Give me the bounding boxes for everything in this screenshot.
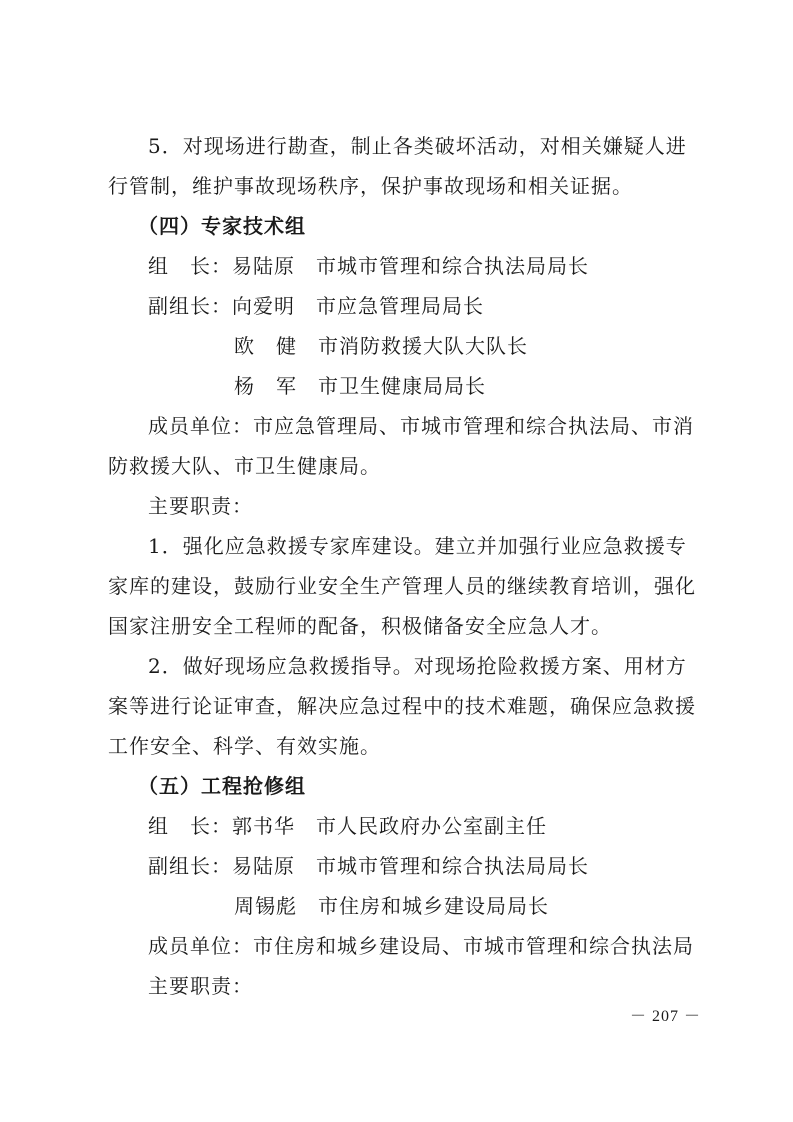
- paragraph-line: 国家注册安全工程师的配备，积极储备安全应急人才。: [108, 614, 612, 638]
- paragraph-line: 1．强化应急救援专家库建设。建立并加强行业应急救援专: [148, 534, 687, 558]
- section-heading-expert-group: （四）专家技术组: [138, 214, 306, 238]
- paragraph-line: 2．做好现场应急救援指导。对现场抢险救援方案、用材方: [148, 654, 687, 678]
- duties-label: 主要职责：: [148, 494, 253, 518]
- paragraph-line: 家库的建设，鼓励行业安全生产管理人员的继续教育培训，强化: [108, 574, 696, 598]
- paragraph-line: 5．对现场进行勘查，制止各类破坏活动，对相关嫌疑人进: [148, 134, 687, 158]
- member-units-line: 成员单位：市住房和城乡建设局、市城市管理和综合执法局: [148, 934, 694, 958]
- deputy-leader-line: 周锡彪 市住房和城乡建设局局长: [234, 894, 549, 918]
- team-leader-line: 组 长：易陆原 市城市管理和综合执法局局长: [148, 254, 589, 278]
- deputy-leader-line: 副组长：向爱明 市应急管理局局长: [148, 294, 484, 318]
- section-heading-engineering-group: （五）工程抢修组: [138, 774, 306, 798]
- deputy-leader-line: 副组长：易陆原 市城市管理和综合执法局局长: [148, 854, 589, 878]
- paragraph-line: 案等进行论证审查，解决应急过程中的技术难题，确保应急救援: [108, 694, 696, 718]
- paragraph-line: 行管制，维护事故现场秩序，保护事故现场和相关证据。: [108, 174, 633, 198]
- deputy-leader-line: 杨 军 市卫生健康局局长: [234, 374, 486, 398]
- team-leader-line: 组 长：郭书华 市人民政府办公室副主任: [148, 814, 547, 838]
- member-units-line: 防救援大队、市卫生健康局。: [108, 454, 381, 478]
- member-units-line: 成员单位：市应急管理局、市城市管理和综合执法局、市消: [148, 414, 694, 438]
- paragraph-line: 工作安全、科学、有效实施。: [108, 734, 381, 758]
- duties-label: 主要职责：: [148, 974, 253, 998]
- deputy-leader-line: 欧 健 市消防救援大队大队长: [234, 334, 528, 358]
- page-number: － 207 －: [630, 1008, 702, 1025]
